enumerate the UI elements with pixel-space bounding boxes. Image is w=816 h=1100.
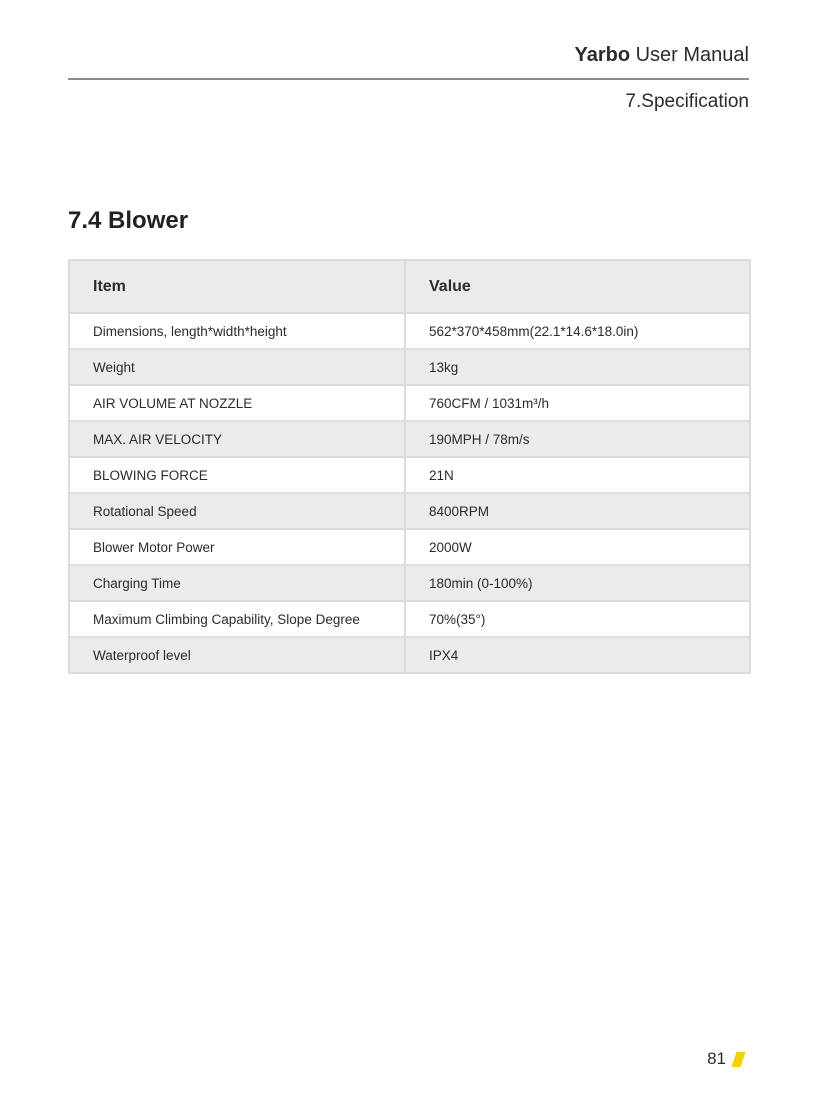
item-cell: Charging Time: [69, 565, 405, 601]
table-row: [69, 637, 750, 673]
item-cell: BLOWING FORCE: [69, 457, 405, 493]
item-cell: Maximum Climbing Capability, Slope Degree: [69, 601, 405, 637]
section-title: 7.4 Blower: [68, 207, 189, 234]
table-row: [69, 349, 750, 385]
value-cell: IPX4: [405, 637, 750, 673]
value-cell: 180min (0-100%): [405, 565, 750, 601]
table-row: [69, 313, 750, 349]
spec-table: [68, 259, 751, 674]
item-cell: Rotational Speed: [69, 493, 405, 529]
manual-label: User Manual: [635, 44, 749, 66]
page-number: 81: [707, 1049, 726, 1068]
item-cell: MAX. AIR VELOCITY: [69, 421, 405, 457]
value-cell: 13kg: [405, 349, 750, 385]
brand-name: Yarbo: [574, 44, 631, 66]
item-cell: AIR VOLUME AT NOZZLE: [69, 385, 405, 421]
table-row: [69, 529, 750, 565]
page-accent-mark: [732, 1052, 746, 1067]
item-cell: Weight: [69, 349, 405, 385]
table-row: [69, 601, 750, 637]
value-cell: 562*370*458mm(22.1*14.6*18.0in): [405, 313, 750, 349]
table-row: [69, 493, 750, 529]
chapter-label: 7.Specification: [625, 91, 749, 112]
table-header-row: [69, 260, 750, 313]
header-divider: [68, 78, 749, 80]
table-row: [69, 565, 750, 601]
value-cell: 21N: [405, 457, 750, 493]
item-cell: Dimensions, length*width*height: [69, 313, 405, 349]
value-cell: 8400RPM: [405, 493, 750, 529]
column-header-item: Item: [69, 260, 405, 313]
value-cell: 2000W: [405, 529, 750, 565]
table-row: [69, 421, 750, 457]
header-title: [574, 44, 749, 67]
column-header-value: Value: [405, 260, 750, 313]
table-row: [69, 457, 750, 493]
table-row: [69, 385, 750, 421]
value-cell: 70%(35°): [405, 601, 750, 637]
item-cell: Blower Motor Power: [69, 529, 405, 565]
value-cell: 190MPH / 78m/s: [405, 421, 750, 457]
item-cell: Waterproof level: [69, 637, 405, 673]
value-cell: 760CFM / 1031m³/h: [405, 385, 750, 421]
